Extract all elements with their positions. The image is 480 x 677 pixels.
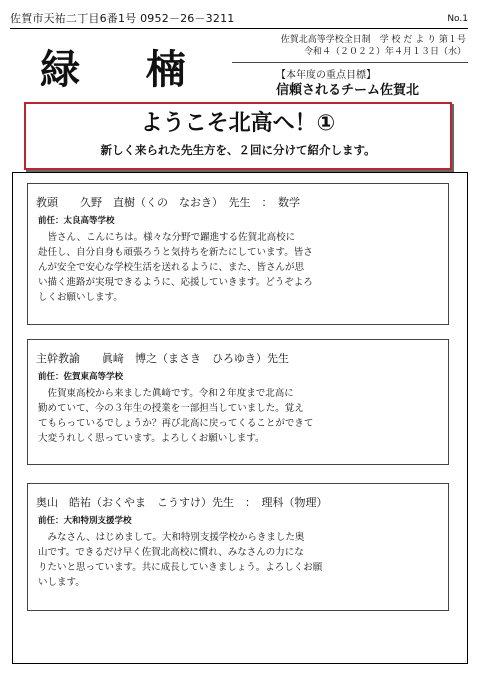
message-line: しくお願いします。 <box>38 292 123 303</box>
message-line: 佐賀東高校から来ました眞﨑です。令和２年度まで北高に <box>38 388 294 399</box>
school-line: 佐賀北高等学校全日制 学 校 だ よ り 第１号 <box>280 35 466 45</box>
message-line: 山です。できるだけ早く佐賀北高校に慣れ、みなさんの力にな <box>38 547 304 558</box>
message-line: 皆さん、こんにちは。様々な分野で躍進する佐賀北高校に <box>38 232 296 243</box>
message-line: てもらっているでしょうか？再び北高に戻ってくることができて <box>38 418 314 429</box>
masthead-info <box>232 32 468 102</box>
teacher-card-kuno <box>27 183 449 325</box>
teacher-card-okuyama <box>27 483 449 611</box>
teacher-card-masaki <box>27 339 449 465</box>
goal-label: 【本年度の重点目標】 <box>276 70 376 81</box>
newsletter-title: 緑 楠 <box>40 46 212 93</box>
teacher-name: 主幹教諭 眞﨑 博之（まさき ひろゆき）先生 <box>36 352 289 365</box>
school-address: 佐賀市天祐二丁目6番1号 0952－26－3211 <box>10 12 235 25</box>
banner-headline: ようこそ北高へ！① <box>140 111 336 136</box>
message-line: りたいと思っています。共に成長していきましょう。よろしくお願 <box>38 562 323 573</box>
goal-text: 信頼されるチーム佐賀北 <box>276 83 420 98</box>
teacher-message <box>38 386 436 446</box>
teacher-message <box>38 230 436 305</box>
teacher-message <box>38 530 436 590</box>
previous-school: 前任：佐賀東高等学校 <box>38 372 124 382</box>
teacher-name: 教頭 久野 直樹（くの なおき） 先生 ： 数学 <box>36 196 300 209</box>
teacher-name: 奥山 皓祐（おくやま こうすけ）先生 ： 理科（物理） <box>36 496 328 509</box>
message-line: 大変うれしく思っています。よろしくお願いします。 <box>38 433 265 444</box>
teacher-section <box>12 172 468 664</box>
message-line: いします。 <box>38 577 85 588</box>
message-line: 赴任し、自分自身も頑張ろうと気持ちを新たにしています。皆さ <box>38 247 313 258</box>
message-line: みなさん、はじめまして。大和特別支援学校からきました奥 <box>38 532 305 543</box>
message-line: 勤めていて、今の３年生の授業を一部担当していました。覚え <box>38 403 304 414</box>
welcome-banner <box>24 102 452 170</box>
previous-school: 前任：大和特別支援学校 <box>38 516 132 526</box>
message-line: んが安全で安心な学校生活を送れるように、また、皆さんが思 <box>38 262 305 273</box>
top-bar <box>10 10 468 30</box>
message-line: い描く進路が実現できるように、応援していきます。どうぞよろ <box>38 277 313 288</box>
banner-subline: 新しく来られた先生方を、２回に分けて紹介します。 <box>100 143 376 157</box>
masthead-rule <box>232 62 468 63</box>
issue-date: 令和４（２０２２）年４月１３日（水） <box>303 47 466 57</box>
previous-school: 前任：太良高等学校 <box>38 216 115 226</box>
issue-number: No.1 <box>447 14 468 24</box>
top-rule <box>10 28 468 29</box>
